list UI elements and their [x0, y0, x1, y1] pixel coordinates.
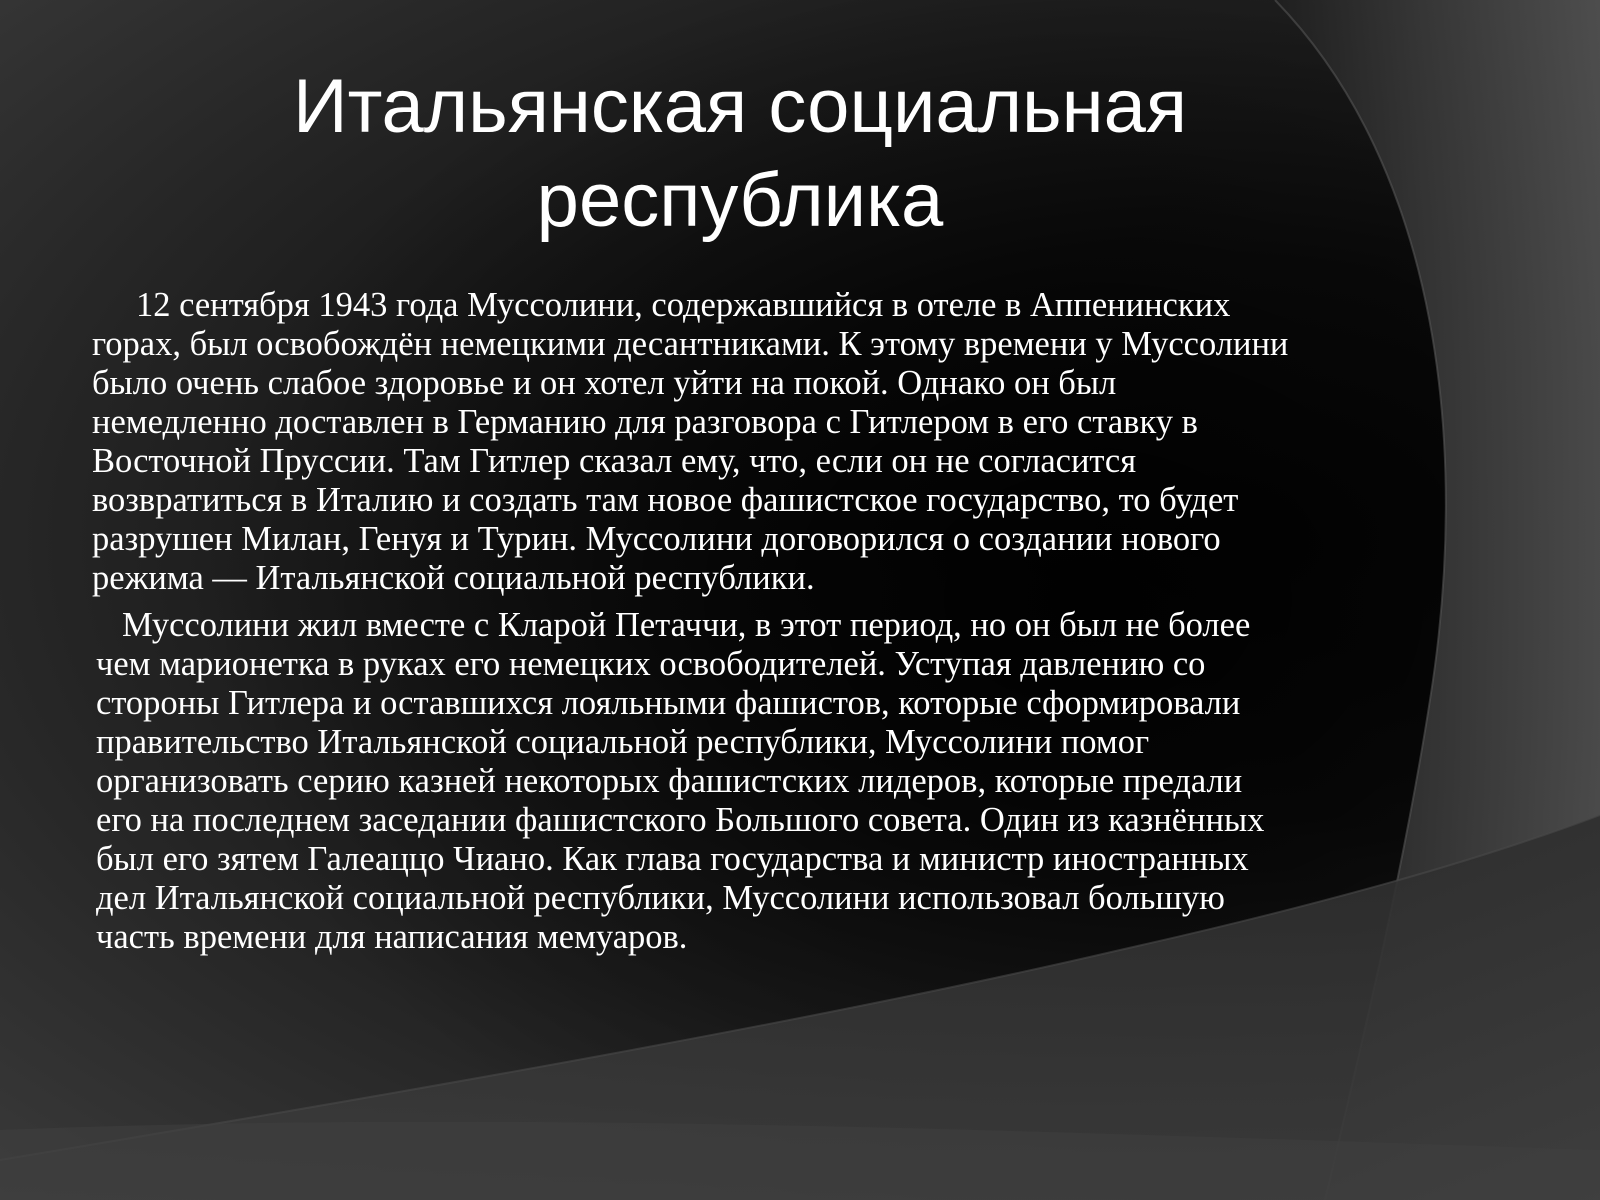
paragraph-2-line: стороны Гитлера и оставшихся лояльными фашистов, которые сформировали — [96, 684, 1241, 722]
paragraph-2 — [92, 606, 1482, 957]
paragraph-1-line: горах, был освобождён немецкими десантниками. К этому времени у Муссолини — [92, 325, 1289, 363]
paragraph-2-line: дел Итальянской социальной республики, Муссолини использовал большую — [96, 879, 1225, 917]
title-line-2: республика — [536, 158, 944, 243]
paragraph-2-line: его на последнем заседании фашистского Большого совета. Один из казнённых — [96, 801, 1265, 839]
paragraph-2-line: был его зятем Галеаццо Чиано. Как глава государства и министр иностранных — [96, 840, 1249, 878]
paragraph-1-line: немедленно доставлен в Германию для разговора с Гитлером в его ставку в — [92, 403, 1198, 441]
paragraph-1-line: Восточной Пруссии. Там Гитлер сказал ему, что, если он не согласится — [92, 442, 1137, 480]
slide-body — [92, 286, 1482, 957]
paragraph-1-line: 12 сентября 1943 года Муссолини, содержавшийся в отеле в Аппенинских — [136, 286, 1231, 324]
paragraph-1-line: было очень слабое здоровье и он хотел уйти на покой. Однако он был — [92, 364, 1117, 402]
paragraph-2-line: часть времени для написания мемуаров. — [96, 918, 688, 956]
paragraph-1-line: разрушен Милан, Генуя и Турин. Муссолини договорился о создании нового — [92, 520, 1221, 558]
paragraph-2-line: организовать серию казней некоторых фашистских лидеров, которые предали — [96, 762, 1243, 800]
paragraph-1 — [92, 286, 1482, 598]
paragraph-1-line: возвратиться в Италию и создать там новое фашистское государство, то будет — [92, 481, 1239, 519]
slide-title — [130, 60, 1350, 248]
paragraph-2-line: Муссолини жил вместе с Кларой Петаччи, в этот период, но он был не более — [122, 606, 1251, 644]
paragraph-1-line: режима — Итальянской социальной республики. — [92, 559, 815, 597]
title-line-1: Итальянская социальная — [292, 64, 1188, 149]
paragraph-2-line: чем марионетка в руках его немецких освободителей. Уступая давлению со — [96, 645, 1206, 683]
paragraph-2-line: правительство Итальянской социальной республики, Муссолини помог — [96, 723, 1150, 761]
